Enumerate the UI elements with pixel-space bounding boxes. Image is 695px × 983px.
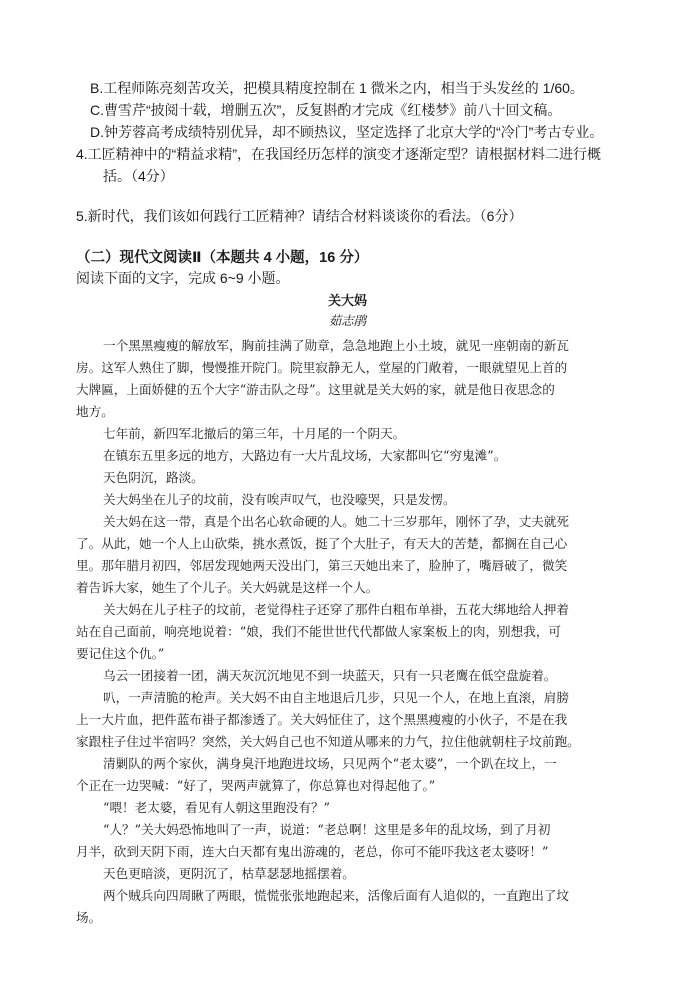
article-line: 一个黑黑瘦瘦的解放军，胸前挂满了勋章，急急地跑上小土坡，就见一座朝南的新瓦 <box>103 338 569 353</box>
section-instruction: 阅读下面的文字，完成 6~9 小题。 <box>76 270 290 286</box>
article-line: 大牌匾，上面娇健的五个大字“游击队之母”。这里就是关大妈的家，就是他日夜思念的 <box>76 382 555 397</box>
article-line: 个正在一边哭喊：“好了，哭两声就算了，你总算也对得起他了。” <box>76 778 436 793</box>
article-line: 乌云一团接着一团，满天灰沉沉地见不到一块蓝天，只有一只老鹰在低空盘旋着。 <box>103 668 557 683</box>
article-title: 关大妈 <box>327 294 367 309</box>
article-line: 里。那年腊月初四，邻居发现她两天没出门，第三天她出来了，脸肿了，嘴唇破了，微笑 <box>76 558 568 573</box>
article-line: 清剿队的两个家伙，满身臭汗地跑进坟场，只见两个“老太婆”，一个趴在坟上，一 <box>103 756 557 771</box>
article-line: 上一大片血，把件蓝布褂子都渗透了。关大妈怔住了，这个黑黑瘦瘦的小伙子，不是在我 <box>76 712 568 727</box>
article-line: 关大妈在这一带，真是个出名心软命硬的人。她二十三岁那年，刚怀了孕，丈夫就死 <box>103 514 569 529</box>
option-c: C.曹雪芹“披阅十载，增删五次”，反复斟酌才完成《红楼梦》前八十回文稿。 <box>90 102 562 118</box>
article-author: 茹志鹃 <box>328 313 367 328</box>
article-line: 关大妈坐在儿子的坟前，没有唉声叹气，也没嚎哭，只是发愣。 <box>103 492 456 507</box>
article-line: 七年前，新四军北撤后的第三年，十月尾的一个阴天。 <box>103 426 406 441</box>
question-5: 5.新时代，我们该如何践行工匠精神？请结合材料谈谈你的看法。（6分） <box>76 208 523 224</box>
article-line: “人？”关大妈恐怖地叫了一声，说道：“老总啊！这里是多年的乱坟场，到了月初 <box>103 822 551 837</box>
section-heading: （二）现代文阅读Ⅱ（本题共 4 小题，16 分） <box>76 250 369 266</box>
article-line: 家跟柱子住过半宿吗？突然，关大妈自己也不知道从哪来的力气，拉住他就朝柱子坟前跑。 <box>76 734 580 749</box>
article-line: 月半，砍到天阴下雨，连大白天都有鬼出游魂的，老总，你可不能吓我这老太婆呀！” <box>76 844 549 859</box>
option-b: B.工程师陈亮刻苦攻关，把模具精度控制在 1 微米之内，相当于头发丝的 1/60。 <box>90 80 584 96</box>
question-4-line-1: 4.工匠精神中的“精益求精”，在我国经历怎样的演变才逐渐定型？请根据材料二进行概 <box>76 146 601 162</box>
article-line: 天色阴沉，路淡。 <box>103 470 204 485</box>
article-line: 两个贼兵向四周瞅了两眼，慌慌张张地跑起来，活像后面有人追似的，一直跑出了坟 <box>103 888 569 903</box>
article-line: 地方。 <box>76 404 114 419</box>
article-line: 了。从此，她一个人上山砍柴，挑水煮饭，挺了个大肚子，有天大的苦楚，都搁在自己心 <box>76 536 568 551</box>
option-d: D.钟芳蓉高考成绩特别优异，却不顾热议，坚定选择了北京大学的“冷门”考古专业。 <box>90 124 604 140</box>
article-line: 要记住这个仇。” <box>76 646 165 661</box>
article-line: 关大妈在儿子柱子的坟前，老觉得柱子还穿了那件白粗布单褂，五花大绑地给人押着 <box>103 602 569 617</box>
article-line: 场。 <box>76 910 102 925</box>
question-4-line-2: 括。（4分） <box>103 168 174 184</box>
article-line: 着告诉大家，她生了个儿子。关大妈就是这样一个人。 <box>76 580 379 595</box>
article-line: 叭，一声清脆的枪声。关大妈不由自主地退后几步，只见一个人，在地上直滚，肩膀 <box>103 690 569 705</box>
article-line: “喂！老太婆，看见有人朝这里跑没有？” <box>103 800 330 815</box>
article-line: 在镇东五里多远的地方，大路边有一大片乱坟场，大家都叫它“穷鬼滩”。 <box>103 448 507 463</box>
article-line: 房。这军人熟住了脚，慢慢推开院门。院里寂静无人，堂屋的门敞着，一眼就望见上首的 <box>76 360 568 375</box>
article-line: 站在自己面前，响亮地说着：“娘，我们不能世世代代都做人家案板上的肉，别想我，可 <box>76 624 562 639</box>
article-line: 天色更暗淡，更阴沉了，枯草瑟瑟地摇摆着。 <box>103 866 355 881</box>
